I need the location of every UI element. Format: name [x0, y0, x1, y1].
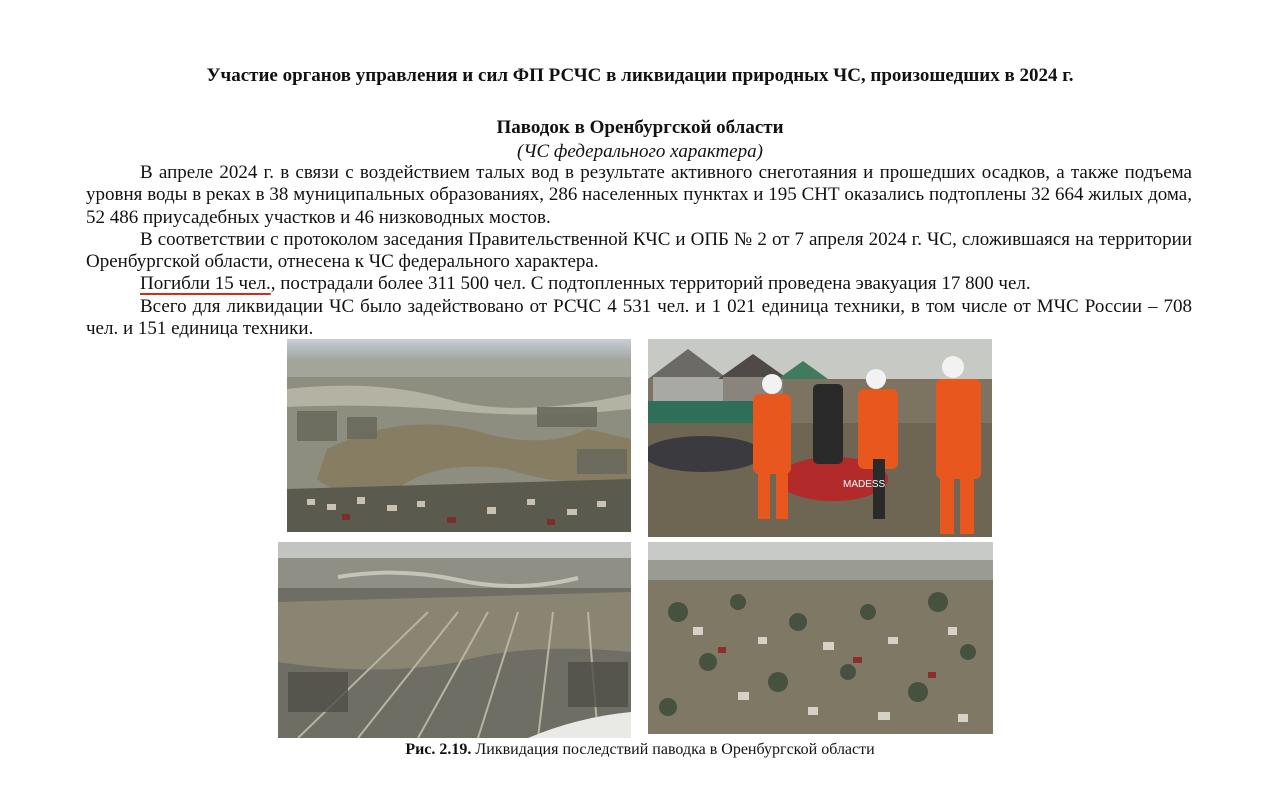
body-text [86, 162, 1192, 340]
casualties-highlight: Погибли 15 чел. [140, 273, 271, 295]
paragraph-casualties [86, 273, 1192, 295]
figure-caption [0, 740, 1280, 760]
photo-flooded-suburb [648, 542, 993, 734]
caption-text: Ликвидация последствий паводка в Оренбургской области [471, 741, 875, 758]
page-heading: Участие органов управления и сил ФП РСЧС в ликвидации природных ЧС, произошедших в 2024 г. [206, 65, 1074, 86]
paragraph-flooded-houses: В апреле 2024 г. в связи с воздействием талых вод в результате активного снеготаяния и прошедших осадков, а также подъема уровня воды в реках в 38 муниципальных образованиях, 286 населенных пунктах и 195 СНТ оказались подтоплены 32 664 жилых дома, 52 486 приусадебных участков и 46 низководных мостов. [86, 162, 1192, 228]
photo-rescuers-boat [648, 339, 992, 537]
paragraph-forces: Всего для ликвидации ЧС было задействовано от РСЧС 4 531 чел. и 1 021 единица техники, в том числе от МЧС России – 708 чел. и 151 единица техники. [86, 295, 1192, 340]
section-subtitle: (ЧС федерального характера) [517, 141, 763, 162]
boat-label: MADESS [843, 479, 886, 490]
section-title: Паводок в Оренбургской области [496, 117, 784, 138]
photo-aerial-panorama [278, 542, 631, 738]
caption-label: Рис. 2.19. [405, 741, 472, 758]
casualties-rest: , пострадали более 311 500 чел. С подтопленных территорий проведена эвакуация 17 800 чел. [270, 273, 1031, 295]
paragraph-federal-status: В соответствии с протоколом заседания Правительственной КЧС и ОПБ № 2 от 7 апреля 2024 г. ЧС, сложившаяся на территории Оренбургской области, отнесена к ЧС федерального характера. [86, 228, 1192, 273]
photo-aerial-flooded-town [287, 339, 631, 532]
